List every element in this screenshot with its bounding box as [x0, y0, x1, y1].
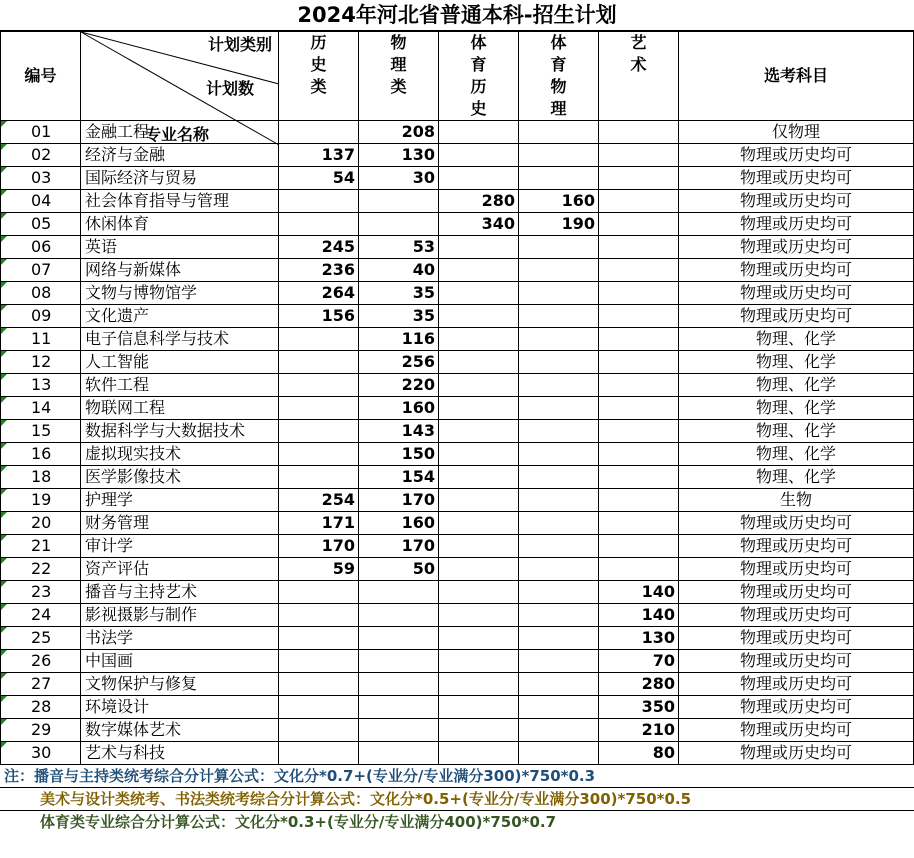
row-pe-phys-count — [519, 351, 599, 374]
header-id: 编号 — [1, 32, 81, 121]
table-row — [1, 719, 914, 742]
row-pe-hist-count — [439, 351, 519, 374]
row-hist-count — [279, 627, 359, 650]
row-hist-count — [279, 397, 359, 420]
row-pe-phys-count — [519, 466, 599, 489]
row-phys-count: 150 — [359, 443, 439, 466]
row-phys-count: 35 — [359, 305, 439, 328]
row-hist-count: 156 — [279, 305, 359, 328]
row-pe-hist-count — [439, 604, 519, 627]
row-art-count: 350 — [599, 696, 679, 719]
row-phys-count — [359, 213, 439, 236]
row-art-count — [599, 259, 679, 282]
table-row — [1, 512, 914, 535]
row-subjects: 物理或历史均可 — [679, 673, 914, 696]
row-pe-phys-count — [519, 328, 599, 351]
table-row — [1, 374, 914, 397]
row-pe-phys-count — [519, 374, 599, 397]
row-subjects: 物理或历史均可 — [679, 696, 914, 719]
row-id: 21 — [1, 535, 81, 558]
row-major-name: 中国画 — [81, 650, 279, 673]
row-subjects: 生物 — [679, 489, 914, 512]
row-id: 16 — [1, 443, 81, 466]
row-id: 05 — [1, 213, 81, 236]
table-row — [1, 696, 914, 719]
row-subjects: 物理或历史均可 — [679, 213, 914, 236]
row-pe-phys-count — [519, 121, 599, 144]
row-id: 07 — [1, 259, 81, 282]
row-pe-hist-count — [439, 535, 519, 558]
row-major-name: 文化遗产 — [81, 305, 279, 328]
row-art-count — [599, 443, 679, 466]
row-pe-phys-count — [519, 696, 599, 719]
row-pe-phys-count — [519, 742, 599, 765]
row-art-count: 210 — [599, 719, 679, 742]
row-subjects: 物理或历史均可 — [679, 742, 914, 765]
header-plan-category: 计划类别 — [207, 35, 272, 54]
row-major-name: 社会体育指导与管理 — [81, 190, 279, 213]
row-id: 28 — [1, 696, 81, 719]
row-id: 09 — [1, 305, 81, 328]
row-major-name: 审计学 — [81, 535, 279, 558]
row-art-count — [599, 328, 679, 351]
row-pe-phys-count — [519, 535, 599, 558]
table-row — [1, 466, 914, 489]
row-major-name: 影视摄影与制作 — [81, 604, 279, 627]
row-id: 23 — [1, 581, 81, 604]
row-pe-hist-count — [439, 627, 519, 650]
row-art-count — [599, 167, 679, 190]
row-art-count: 70 — [599, 650, 679, 673]
row-pe-hist-count — [439, 443, 519, 466]
row-subjects: 物理、化学 — [679, 328, 914, 351]
row-hist-count: 170 — [279, 535, 359, 558]
row-subjects: 仅物理 — [679, 121, 914, 144]
row-pe-phys-count — [519, 144, 599, 167]
row-hist-count — [279, 466, 359, 489]
row-hist-count — [279, 719, 359, 742]
row-phys-count: 160 — [359, 512, 439, 535]
row-phys-count — [359, 719, 439, 742]
row-hist-count: 236 — [279, 259, 359, 282]
row-hist-count — [279, 650, 359, 673]
row-id: 12 — [1, 351, 81, 374]
row-phys-count: 208 — [359, 121, 439, 144]
row-hist-count: 245 — [279, 236, 359, 259]
row-pe-hist-count: 340 — [439, 213, 519, 236]
row-art-count — [599, 144, 679, 167]
table-row — [1, 489, 914, 512]
row-phys-count: 256 — [359, 351, 439, 374]
row-phys-count: 35 — [359, 282, 439, 305]
row-art-count — [599, 121, 679, 144]
row-subjects: 物理、化学 — [679, 374, 914, 397]
row-hist-count: 254 — [279, 489, 359, 512]
row-id: 13 — [1, 374, 81, 397]
row-subjects: 物理、化学 — [679, 443, 914, 466]
row-major-name: 财务管理 — [81, 512, 279, 535]
row-major-name: 软件工程 — [81, 374, 279, 397]
row-subjects: 物理或历史均可 — [679, 512, 914, 535]
row-phys-count: 170 — [359, 535, 439, 558]
row-subjects: 物理或历史均可 — [679, 167, 914, 190]
row-phys-count: 154 — [359, 466, 439, 489]
row-art-count: 140 — [599, 604, 679, 627]
row-pe-hist-count — [439, 167, 519, 190]
row-phys-count — [359, 696, 439, 719]
header-pe-physics: 体 育 物 理 — [519, 32, 599, 121]
row-hist-count — [279, 190, 359, 213]
table-row — [1, 305, 914, 328]
row-pe-hist-count — [439, 742, 519, 765]
row-phys-count: 130 — [359, 144, 439, 167]
row-phys-count — [359, 650, 439, 673]
row-id: 20 — [1, 512, 81, 535]
sheet-title: 2024年河北省普通本科-招生计划 — [0, 0, 914, 31]
table-row — [1, 627, 914, 650]
row-phys-count: 50 — [359, 558, 439, 581]
row-hist-count: 264 — [279, 282, 359, 305]
row-art-count: 140 — [599, 581, 679, 604]
row-pe-hist-count — [439, 420, 519, 443]
row-major-name: 物联网工程 — [81, 397, 279, 420]
row-subjects: 物理或历史均可 — [679, 144, 914, 167]
row-pe-phys-count — [519, 259, 599, 282]
row-hist-count: 137 — [279, 144, 359, 167]
row-id: 24 — [1, 604, 81, 627]
row-hist-count — [279, 420, 359, 443]
row-pe-hist-count — [439, 650, 519, 673]
row-phys-count — [359, 627, 439, 650]
notes — [0, 765, 914, 833]
row-id: 04 — [1, 190, 81, 213]
row-major-name: 虚拟现实技术 — [81, 443, 279, 466]
row-art-count — [599, 190, 679, 213]
row-art-count — [599, 489, 679, 512]
row-hist-count — [279, 328, 359, 351]
row-art-count — [599, 466, 679, 489]
table-row — [1, 236, 914, 259]
row-pe-hist-count — [439, 121, 519, 144]
row-major-name: 文物与博物馆学 — [81, 282, 279, 305]
row-art-count — [599, 213, 679, 236]
row-id: 08 — [1, 282, 81, 305]
row-art-count — [599, 512, 679, 535]
row-subjects: 物理或历史均可 — [679, 305, 914, 328]
row-hist-count: 171 — [279, 512, 359, 535]
table-row — [1, 213, 914, 236]
enrollment-table — [0, 31, 914, 765]
row-phys-count — [359, 673, 439, 696]
row-phys-count — [359, 190, 439, 213]
row-pe-hist-count — [439, 558, 519, 581]
row-id: 27 — [1, 673, 81, 696]
header-physics: 物 理 类 — [359, 32, 439, 121]
row-id: 19 — [1, 489, 81, 512]
row-hist-count — [279, 604, 359, 627]
header-plan-count: 计划数 — [205, 79, 254, 98]
row-pe-phys-count — [519, 420, 599, 443]
row-art-count — [599, 535, 679, 558]
row-major-name: 艺术与科技 — [81, 742, 279, 765]
row-phys-count: 116 — [359, 328, 439, 351]
table-row — [1, 558, 914, 581]
table-row — [1, 328, 914, 351]
row-phys-count — [359, 581, 439, 604]
row-pe-phys-count — [519, 443, 599, 466]
row-subjects: 物理或历史均可 — [679, 604, 914, 627]
row-subjects: 物理或历史均可 — [679, 581, 914, 604]
row-id: 06 — [1, 236, 81, 259]
table-row — [1, 351, 914, 374]
row-major-name: 人工智能 — [81, 351, 279, 374]
row-pe-hist-count — [439, 696, 519, 719]
row-pe-phys-count — [519, 650, 599, 673]
row-major-name: 资产评估 — [81, 558, 279, 581]
row-pe-hist-count — [439, 673, 519, 696]
row-subjects: 物理或历史均可 — [679, 259, 914, 282]
row-hist-count: 59 — [279, 558, 359, 581]
row-hist-count — [279, 742, 359, 765]
row-subjects: 物理、化学 — [679, 351, 914, 374]
row-subjects: 物理或历史均可 — [679, 719, 914, 742]
row-pe-hist-count — [439, 512, 519, 535]
row-id: 25 — [1, 627, 81, 650]
row-art-count: 80 — [599, 742, 679, 765]
row-hist-count — [279, 696, 359, 719]
row-major-name: 书法学 — [81, 627, 279, 650]
row-art-count: 280 — [599, 673, 679, 696]
table-row — [1, 742, 914, 765]
row-major-name: 网络与新媒体 — [81, 259, 279, 282]
row-phys-count: 30 — [359, 167, 439, 190]
row-pe-phys-count — [519, 305, 599, 328]
row-pe-hist-count — [439, 305, 519, 328]
row-phys-count: 220 — [359, 374, 439, 397]
row-subjects: 物理或历史均可 — [679, 282, 914, 305]
row-major-name: 电子信息科学与技术 — [81, 328, 279, 351]
row-major-name: 医学影像技术 — [81, 466, 279, 489]
row-pe-phys-count — [519, 282, 599, 305]
row-id: 02 — [1, 144, 81, 167]
note-pe-formula: 体育类专业综合分计算公式：文化分*0.3+(专业分/专业满分400)*750*0.7 — [40, 813, 557, 831]
row-id: 29 — [1, 719, 81, 742]
row-subjects: 物理或历史均可 — [679, 558, 914, 581]
row-hist-count — [279, 673, 359, 696]
row-pe-hist-count — [439, 397, 519, 420]
table-row — [1, 259, 914, 282]
header-art: 艺 术 — [599, 32, 679, 121]
note-art-formula: 美术与设计类统考、书法类统考综合分计算公式：文化分*0.5+(专业分/专业满分300)*750*0.5 — [0, 788, 914, 811]
row-id: 18 — [1, 466, 81, 489]
table-row — [1, 167, 914, 190]
row-phys-count: 53 — [359, 236, 439, 259]
row-subjects: 物理或历史均可 — [679, 627, 914, 650]
row-id: 01 — [1, 121, 81, 144]
row-id: 03 — [1, 167, 81, 190]
row-art-count: 130 — [599, 627, 679, 650]
table-row — [1, 604, 914, 627]
row-id: 14 — [1, 397, 81, 420]
row-pe-hist-count: 280 — [439, 190, 519, 213]
row-art-count — [599, 558, 679, 581]
row-pe-phys-count — [519, 236, 599, 259]
row-hist-count: 54 — [279, 167, 359, 190]
row-pe-phys-count: 160 — [519, 190, 599, 213]
row-phys-count — [359, 742, 439, 765]
row-pe-phys-count — [519, 673, 599, 696]
row-id: 11 — [1, 328, 81, 351]
row-pe-phys-count — [519, 558, 599, 581]
row-subjects: 物理、化学 — [679, 420, 914, 443]
row-major-name: 休闲体育 — [81, 213, 279, 236]
row-subjects: 物理或历史均可 — [679, 236, 914, 259]
row-art-count — [599, 351, 679, 374]
table-row — [1, 190, 914, 213]
row-pe-phys-count — [519, 581, 599, 604]
row-phys-count: 40 — [359, 259, 439, 282]
row-phys-count: 160 — [359, 397, 439, 420]
table-row — [1, 443, 914, 466]
row-pe-hist-count — [439, 144, 519, 167]
header-history: 历 史 类 — [279, 32, 359, 121]
row-hist-count — [279, 581, 359, 604]
row-pe-hist-count — [439, 466, 519, 489]
table-row — [1, 144, 914, 167]
header-row — [1, 32, 914, 121]
row-art-count — [599, 374, 679, 397]
row-major-name: 英语 — [81, 236, 279, 259]
row-pe-phys-count — [519, 397, 599, 420]
header-pe-history: 体 育 历 史 — [439, 32, 519, 121]
row-pe-hist-count — [439, 374, 519, 397]
table-row — [1, 420, 914, 443]
table-row — [1, 673, 914, 696]
row-hist-count — [279, 374, 359, 397]
row-pe-hist-count — [439, 328, 519, 351]
row-pe-phys-count — [519, 512, 599, 535]
row-pe-hist-count — [439, 719, 519, 742]
row-pe-phys-count — [519, 167, 599, 190]
row-hist-count — [279, 351, 359, 374]
row-major-name: 数据科学与大数据技术 — [81, 420, 279, 443]
row-major-name: 播音与主持艺术 — [81, 581, 279, 604]
row-pe-phys-count — [519, 627, 599, 650]
row-major-name: 护理学 — [81, 489, 279, 512]
row-art-count — [599, 236, 679, 259]
row-major-name: 环境设计 — [81, 696, 279, 719]
table-row — [1, 581, 914, 604]
row-major-name: 金融工程 — [81, 121, 279, 144]
row-art-count — [599, 420, 679, 443]
row-pe-hist-count — [439, 581, 519, 604]
row-art-count — [599, 282, 679, 305]
row-hist-count — [279, 443, 359, 466]
row-pe-phys-count: 190 — [519, 213, 599, 236]
row-subjects: 物理、化学 — [679, 397, 914, 420]
row-subjects: 物理或历史均可 — [679, 650, 914, 673]
row-major-name: 经济与金融 — [81, 144, 279, 167]
row-id: 30 — [1, 742, 81, 765]
row-art-count — [599, 397, 679, 420]
row-pe-hist-count — [439, 282, 519, 305]
row-art-count — [599, 305, 679, 328]
row-subjects: 物理或历史均可 — [679, 535, 914, 558]
row-major-name: 国际经济与贸易 — [81, 167, 279, 190]
table-row — [1, 650, 914, 673]
row-subjects: 物理或历史均可 — [679, 190, 914, 213]
table-row — [1, 535, 914, 558]
row-id: 15 — [1, 420, 81, 443]
row-pe-phys-count — [519, 604, 599, 627]
row-hist-count — [279, 121, 359, 144]
table-row — [1, 282, 914, 305]
note-broadcast-formula: 注：播音与主持类统考综合分计算公式：文化分*0.7+(专业分/专业满分300)*750*0.3 — [0, 765, 914, 788]
header-major-name: 专业名称 — [145, 125, 210, 144]
row-hist-count — [279, 213, 359, 236]
row-phys-count: 170 — [359, 489, 439, 512]
row-pe-hist-count — [439, 489, 519, 512]
row-id: 26 — [1, 650, 81, 673]
row-pe-hist-count — [439, 259, 519, 282]
row-pe-phys-count — [519, 489, 599, 512]
header-subjects: 选考科目 — [679, 32, 914, 121]
row-pe-hist-count — [439, 236, 519, 259]
row-id: 22 — [1, 558, 81, 581]
row-major-name: 文物保护与修复 — [81, 673, 279, 696]
row-subjects: 物理、化学 — [679, 466, 914, 489]
row-phys-count — [359, 604, 439, 627]
row-major-name: 数字媒体艺术 — [81, 719, 279, 742]
row-pe-phys-count — [519, 719, 599, 742]
table-row — [1, 397, 914, 420]
row-phys-count: 143 — [359, 420, 439, 443]
